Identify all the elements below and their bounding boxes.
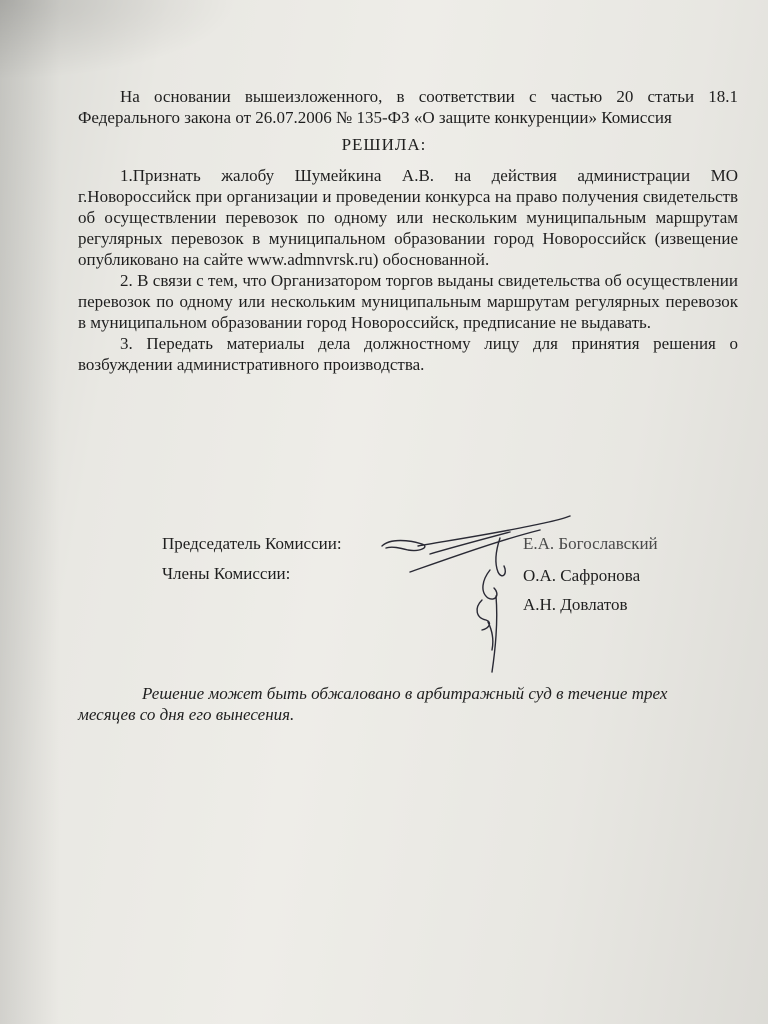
appeal-line-2: месяцев со дня его вынесения.: [78, 705, 295, 724]
appeal-notice: [78, 683, 746, 725]
resolution-item-3: 3. Передать материалы дела должностному лицу для принятия решения о возбуждении административного производства.: [78, 334, 738, 374]
resolution-items: [78, 165, 738, 375]
signatory-name-chair: Е.А. Богославский: [523, 534, 658, 553]
members-label: Члены Комиссии:: [162, 564, 291, 583]
resolution-item-2: 2. В связи с тем, что Организатором торгов выданы свидетельства об осуществлении перевозок по одному или нескольким муниципальным маршрутам регулярных перевозок в муниципальном образовании город Новороссийск, предписание не выдавать.: [78, 271, 738, 332]
chair-label: Председатель Комиссии:: [162, 534, 342, 553]
signatory-name-member-1: О.А. Сафронова: [523, 566, 641, 585]
intro-paragraph: [78, 86, 738, 128]
handwritten-signature: [370, 510, 590, 680]
signatory-name-member-2: А.Н. Довлатов: [523, 595, 628, 614]
page-shadow-corner: [0, 0, 240, 80]
appeal-line-1: Решение может быть обжаловано в арбитражный суд в течение трех: [142, 684, 668, 703]
resolved-heading: РЕШИЛА:: [341, 135, 427, 154]
intro-text: На основании вышеизложенного, в соответствии с частью 20 статьи 18.1 Федерального закона от 26.07.2006 № 135-ФЗ «О защите конкуренции» Комиссия: [78, 87, 738, 127]
resolution-item-1: 1.Признать жалобу Шумейкина А.В. на действия администрации МО г.Новороссийск при организации и проведении конкурса на право получения свидетельств об осуществлении перевозок по одному или нескольким муниципальным маршрутам регулярных перевозок в муниципальном образовании город Новороссийск (извещение опубликовано на сайте www.admnvrsk.ru) обоснованной.: [78, 166, 738, 269]
